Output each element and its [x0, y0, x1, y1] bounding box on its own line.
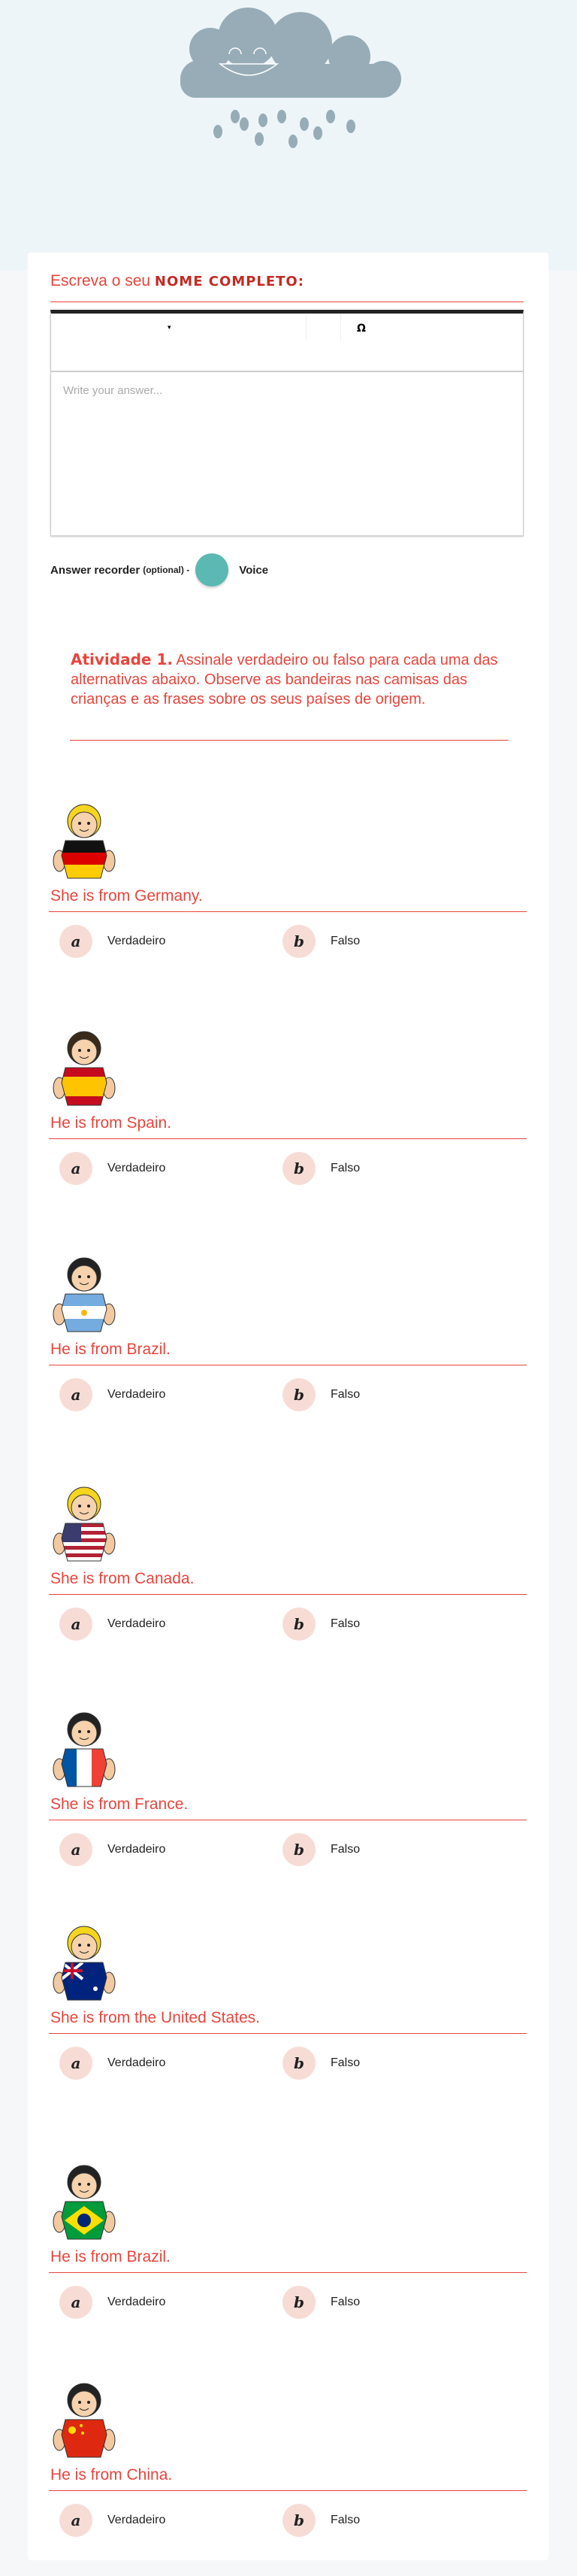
worksheet-card [28, 253, 548, 2560]
child-flag-shirt-image [50, 1705, 118, 1792]
divider [49, 2033, 527, 2034]
option-false[interactable] [282, 2047, 360, 2080]
question-item [28, 1705, 548, 1886]
option-label: Falso [331, 1843, 361, 1856]
question-item [28, 1250, 548, 1431]
question-item [28, 797, 548, 977]
option-label: Verdadeiro [107, 2296, 166, 2308]
option-label: Verdadeiro [107, 1843, 166, 1856]
option-label: Falso [331, 2056, 361, 2069]
child-flag-shirt-image [50, 2376, 118, 2462]
option-label: Verdadeiro [107, 2514, 166, 2526]
recorder-optional: (optional) - [143, 565, 190, 575]
child-flag-shirt-image [50, 1250, 118, 1337]
answer-recorder [50, 553, 268, 586]
child-flag-shirt-image [50, 1919, 118, 2005]
option-false[interactable] [282, 2504, 360, 2537]
option-letter-badge: b [282, 2286, 316, 2319]
option-true[interactable] [59, 925, 165, 958]
option-letter-badge: a [59, 1152, 92, 1185]
option-label: Falso [331, 1388, 361, 1401]
voice-record-button[interactable] [195, 553, 228, 586]
option-letter-badge: a [59, 1608, 92, 1641]
option-false[interactable] [282, 1378, 360, 1411]
format-dropdown[interactable]: ▾ [168, 324, 171, 332]
option-true[interactable] [59, 2504, 165, 2537]
question-sentence: He is from Brazil. [50, 1341, 171, 1358]
divider [49, 911, 527, 912]
option-true[interactable] [59, 1378, 165, 1411]
question-sentence: He is from Spain. [50, 1114, 172, 1132]
option-true[interactable] [59, 1608, 165, 1641]
option-letter-badge: b [282, 1152, 316, 1185]
question-item [28, 1024, 548, 1205]
option-letter-badge: b [282, 1378, 316, 1411]
option-label: Verdadeiro [107, 2056, 166, 2069]
question-item [28, 2376, 548, 2556]
option-letter-badge: a [59, 1378, 92, 1411]
divider [49, 1594, 527, 1595]
option-label: Verdadeiro [107, 1162, 166, 1174]
toolbar-separator [340, 314, 341, 341]
question-sentence: She is from the United States. [50, 2009, 260, 2026]
activity-instructions: Atividade 1. Assinale verdadeiro ou falso para cada uma das alternativas abaixo. Observe as bandeiras nas camisas das crianças e as frases sobre os seus países de origem. [71, 650, 498, 708]
option-letter-badge: b [282, 1833, 316, 1866]
option-letter-badge: a [59, 2504, 92, 2537]
option-letter-badge: b [282, 1608, 316, 1641]
child-flag-shirt-image [50, 1480, 118, 1566]
option-letter-badge: b [282, 2047, 316, 2080]
question-sentence: She is from Germany. [50, 887, 203, 905]
option-true[interactable] [59, 2047, 165, 2080]
answer-input[interactable] [51, 372, 523, 534]
child-flag-shirt-image [50, 2158, 118, 2244]
rich-text-editor [50, 310, 524, 536]
recorder-label: Answer recorder [50, 563, 140, 577]
question-item [28, 1480, 548, 1660]
option-true[interactable] [59, 1833, 165, 1866]
option-true[interactable] [59, 2286, 165, 2319]
question-sentence: She is from Canada. [50, 1570, 195, 1587]
question-sentence: He is from China. [50, 2466, 173, 2484]
option-label: Falso [331, 2296, 361, 2308]
option-letter-badge: a [59, 925, 92, 958]
child-flag-shirt-image [50, 797, 118, 883]
option-label: Falso [331, 935, 361, 947]
divider [49, 2490, 527, 2491]
rain-cloud-illustration [173, 0, 406, 150]
child-flag-shirt-image [50, 1024, 118, 1111]
question-item [28, 1919, 548, 2099]
voice-label: Voice [239, 563, 269, 577]
option-label: Verdadeiro [107, 1388, 166, 1401]
option-false[interactable] [282, 2286, 360, 2319]
option-false[interactable] [282, 1608, 360, 1641]
option-letter-badge: a [59, 2286, 92, 2319]
question-item [28, 2158, 548, 2338]
option-false[interactable] [282, 1152, 360, 1185]
name-prompt: Escreva o seu NOME COMPLETO: [50, 272, 304, 289]
question-sentence: She is from France. [50, 1796, 189, 1813]
divider [70, 740, 509, 741]
special-character-button[interactable]: Ω [357, 323, 366, 335]
option-label: Falso [331, 1617, 361, 1630]
option-label: Falso [331, 2514, 361, 2526]
option-letter-badge: b [282, 925, 316, 958]
option-label: Verdadeiro [107, 935, 166, 947]
option-letter-badge: a [59, 1833, 92, 1866]
question-sentence: He is from Brazil. [50, 2248, 171, 2265]
divider [49, 1138, 527, 1139]
toolbar-separator [306, 314, 307, 341]
option-letter-badge: a [59, 2047, 92, 2080]
option-true[interactable] [59, 1152, 165, 1185]
option-false[interactable] [282, 925, 360, 958]
option-letter-badge: b [282, 2504, 316, 2537]
option-false[interactable] [282, 1833, 360, 1866]
divider [49, 2272, 527, 2273]
option-label: Verdadeiro [107, 1617, 166, 1630]
editor-toolbar [51, 314, 523, 372]
option-label: Falso [331, 1162, 361, 1174]
